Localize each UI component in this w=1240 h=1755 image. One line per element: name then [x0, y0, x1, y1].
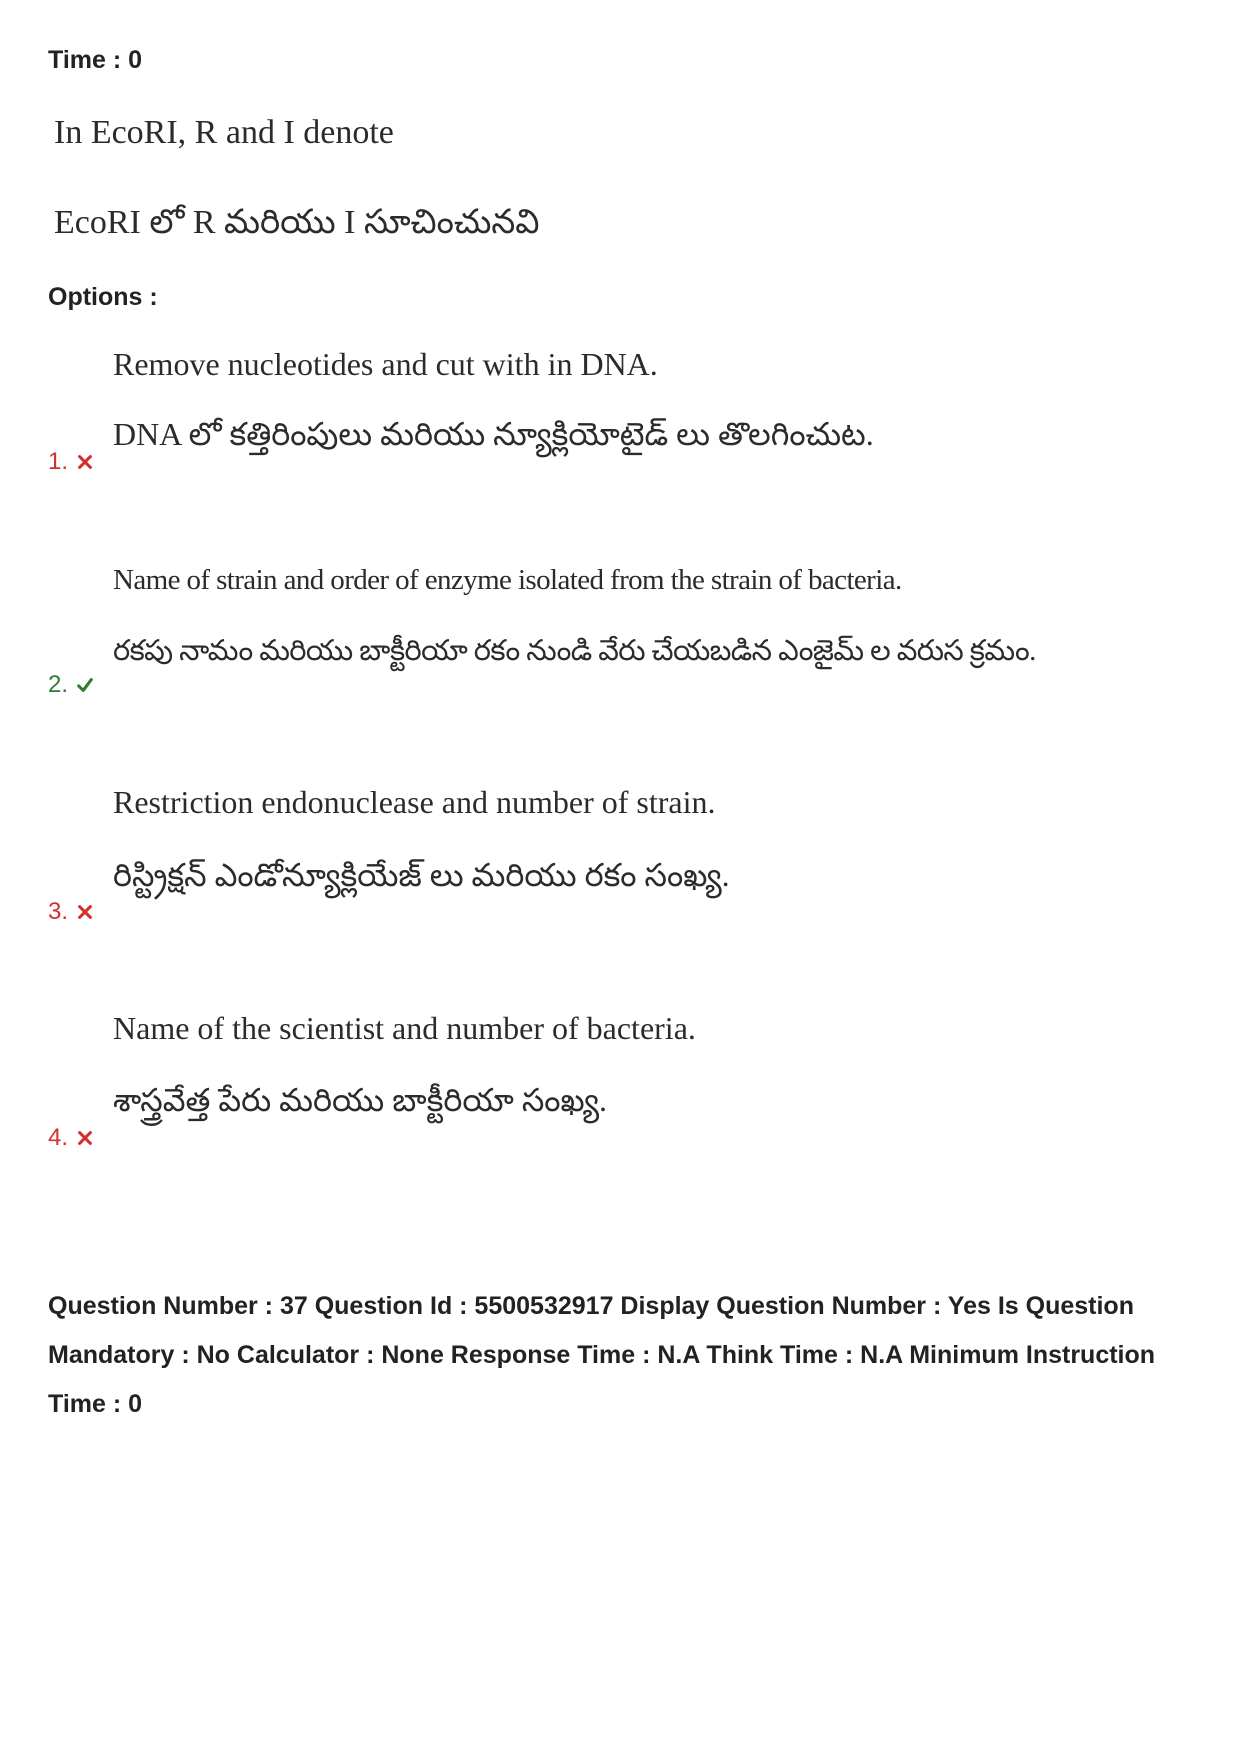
- options-label: Options :: [48, 283, 158, 311]
- time-label: Time : 0: [48, 46, 143, 74]
- option-1-text-telugu: DNA లో కత్తిరింపులు మరియు న్యూక్లియోటైడ్ లు తొలగించుట.: [113, 416, 874, 452]
- option-1-number-row: [48, 448, 94, 476]
- option-4-text-telugu: శాస్త్రవేత్త పేరు మరియు బాక్టీరియా సంఖ్య.: [113, 1082, 607, 1118]
- cross-icon: [76, 1129, 94, 1147]
- option-1-number: 1.: [48, 448, 69, 475]
- option-2-number-row: [48, 671, 94, 699]
- question-metadata: Question Number : 37 Question Id : 5500532917 Display Question Number : Yes Is Question Mandatory : No Calculator : None Response Time : N.A Think Time : N.A Minimum Instruction Time : 0: [48, 1292, 1156, 1418]
- question-text-telugu: EcoRI లో R మరియు I సూచించునవి: [54, 204, 540, 241]
- cross-icon: [76, 903, 94, 921]
- question-text-english: In EcoRI, R and I denote: [54, 114, 394, 151]
- option-4-number: 4.: [48, 1124, 69, 1151]
- option-2-text-english: Name of strain and order of enzyme isolated from the strain of bacteria.: [113, 564, 902, 596]
- option-2-number: 2.: [48, 671, 69, 698]
- check-icon: [76, 676, 94, 694]
- option-4-number-row: [48, 1124, 94, 1152]
- cross-icon: [76, 453, 94, 471]
- option-4-text-english: Name of the scientist and number of bacteria.: [113, 1010, 696, 1046]
- option-1-text-english: Remove nucleotides and cut with in DNA.: [113, 346, 658, 382]
- option-3-number-row: [48, 898, 94, 926]
- option-3-number: 3.: [48, 898, 69, 925]
- option-3-text-telugu: రిస్ట్రిక్షన్ ఎండోన్యూక్లియేజ్ లు మరియు రకం సంఖ్య.: [113, 857, 730, 893]
- option-2-text-telugu: రకపు నామం మరియు బాక్టీరియా రకం నుండి వేరు చేయబడిన ఎంజైమ్ ల వరుస క్రమం.: [113, 635, 1036, 667]
- option-3-text-english: Restriction endonuclease and number of strain.: [113, 784, 716, 820]
